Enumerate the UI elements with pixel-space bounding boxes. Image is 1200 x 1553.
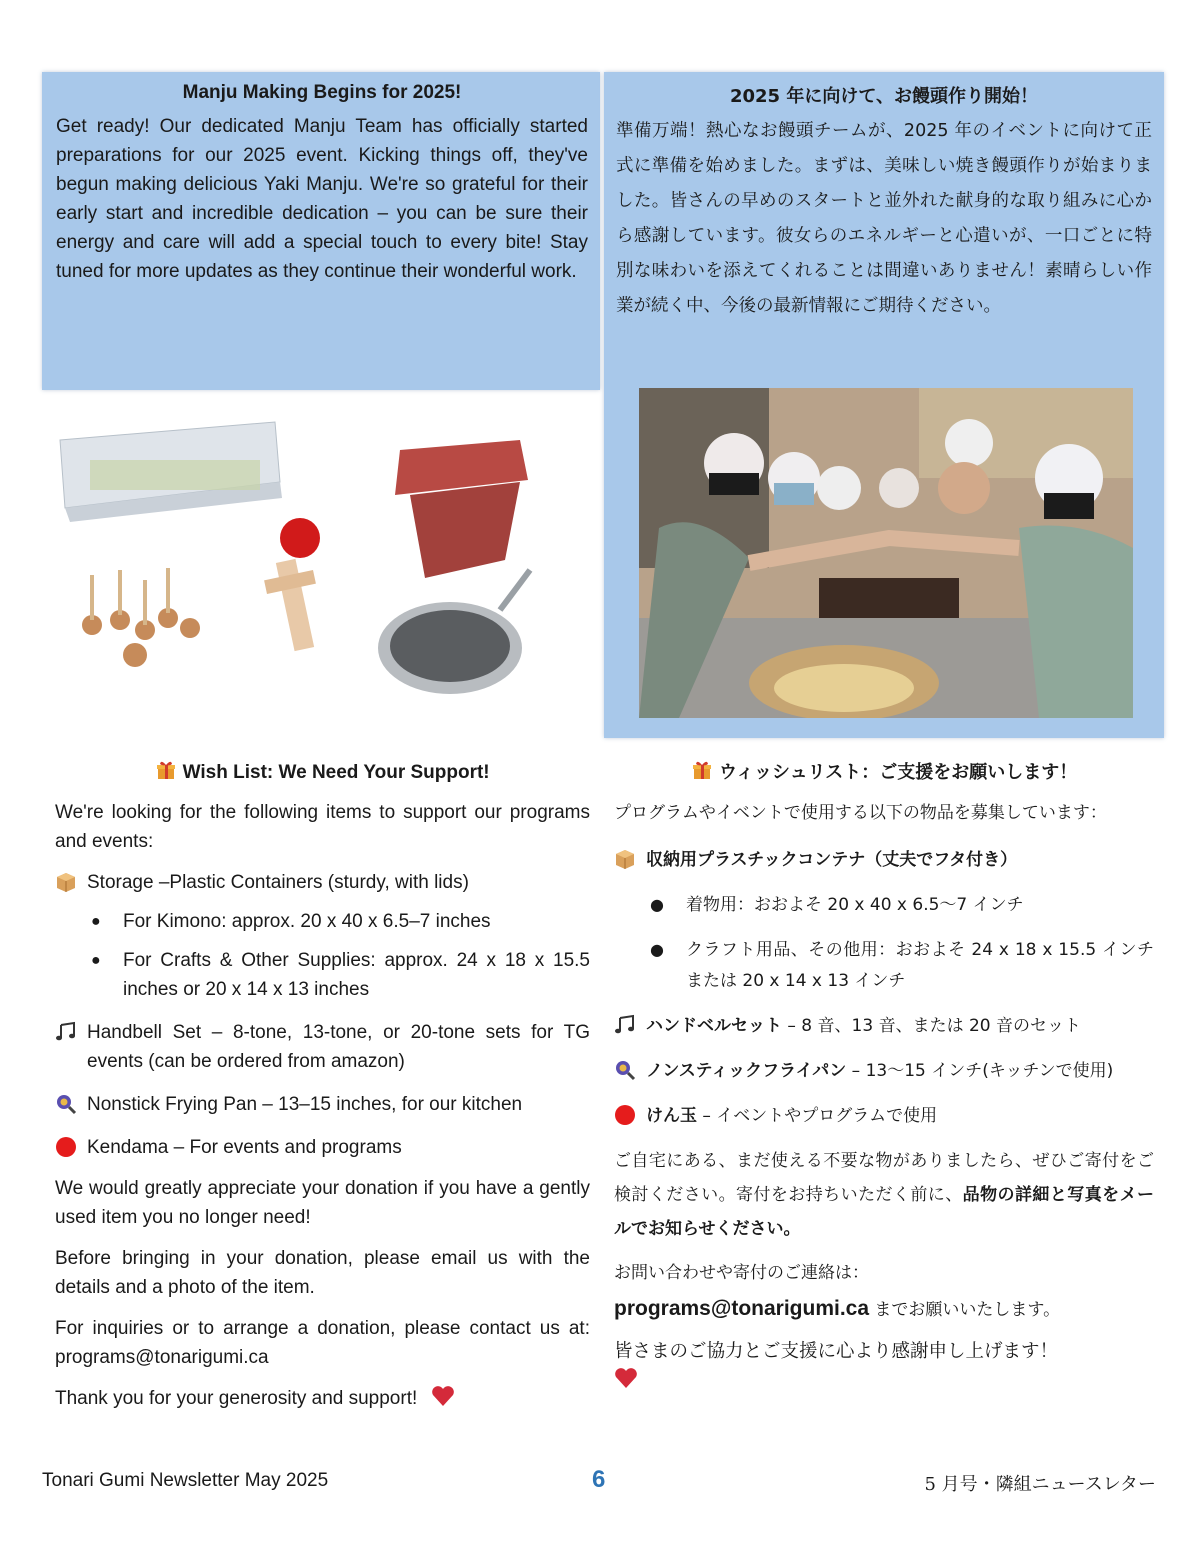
kendama-item-en	[55, 1133, 590, 1162]
storage-crafts-en: For Crafts & Other Supplies: approx. 24 x 18 x 15.5 inches or 20 x 14 x 13 inches	[123, 950, 590, 1000]
bullet-dot: ●	[650, 895, 664, 914]
storage-label-jp: 収納用プラスチックコンテナ（丈夫でフタ付き）	[646, 850, 1018, 870]
box-icon	[614, 848, 636, 870]
contact-note-en: For inquiries or to arrange a donation, please contact us at: programs@tonarigumi.ca	[55, 1318, 590, 1368]
wishlist-en-intro: We're looking for the following items to support our programs and events:	[55, 802, 590, 852]
storage-bin-image	[395, 440, 528, 578]
storage-kimono-en: For Kimono: approx. 20 x 40 x 6.5–7 inches	[123, 911, 491, 932]
contact-lead-jp: お問い合わせや寄付のご連絡は：	[614, 1263, 869, 1283]
manju-title-en: Manju Making Begins for 2025!	[182, 82, 462, 103]
donation-note-jp-text: ご自宅にある、まだ使える不要な物がありましたら、ぜひご寄付をご検討ください。寄付をお持ちいただく前に、	[614, 1151, 1154, 1205]
handbell-label-en: Handbell Set – 8-tone, 13-tone, or 20-tone sets for TG events (can be ordered from amazon)	[87, 1022, 590, 1072]
wishlist-jp-intro: プログラムやイベントで使用する以下の物品を募集しています：	[614, 803, 1107, 823]
pan-item-jp	[614, 1056, 1154, 1087]
footer-left: Tonari Gumi Newsletter May 2025	[42, 1470, 329, 1491]
bullet-dot: ●	[91, 913, 101, 930]
storage-bullet-en-1	[91, 907, 590, 936]
storage-bullet-jp-1	[650, 890, 1154, 921]
heart-icon	[614, 1367, 638, 1393]
manju-box-en	[42, 72, 600, 390]
storage-bullet-en-2	[91, 946, 590, 1004]
wishlist-jp-title: ウィッシュリスト：ご支援をお願いします！	[719, 762, 1078, 783]
storage-item-en	[55, 868, 590, 897]
gift-icon	[691, 759, 713, 781]
box-icon	[55, 871, 77, 893]
email-note-en: Before bringing in your donation, please email us with the details and a photo of the item.	[55, 1248, 590, 1298]
red-circle-icon	[614, 1104, 636, 1126]
kendama-item-jp	[614, 1101, 1154, 1132]
music-notes-icon	[55, 1021, 77, 1043]
thanks-jp: 皆さまのご協力とご支援に心より感謝申し上げます！	[614, 1341, 1059, 1362]
manju-team-photo	[639, 388, 1133, 718]
email-link[interactable]: programs@tonarigumi.ca	[614, 1297, 870, 1320]
pan-rest-jp: – 13～15 インチ(キッチンで使用)	[846, 1061, 1114, 1081]
wishlist-product-images	[50, 410, 550, 710]
handbell-rest-jp: – 8 音、13 音、または 20 音のセット	[782, 1016, 1082, 1036]
handbell-strong-jp: ハンドベルセット	[646, 1016, 782, 1036]
page-number: 6	[592, 1466, 606, 1493]
wishlist-en-title: Wish List: We Need Your Support!	[182, 762, 490, 783]
storage-label-en: Storage –Plastic Containers (sturdy, with lids)	[87, 872, 469, 893]
manju-body-en: Get ready! Our dedicated Manju Team has officially started preparations for our 2025 event. Kicking things off, they've begun making delicious Yaki Manju. We're so grateful for their early start and incredible dedication – you can be sure their energy and care will add a special touch to every bite! Stay tuned for more updates as they continue their wonderful work.	[56, 116, 588, 282]
handbell-item-en	[55, 1018, 590, 1076]
heart-icon	[431, 1385, 455, 1416]
music-notes-icon	[614, 1014, 636, 1036]
wishlist-jp-heading	[614, 756, 1154, 784]
frying-pan-image	[378, 570, 530, 694]
gift-icon	[155, 759, 177, 781]
storage-bullet-jp-2	[650, 935, 1154, 997]
donation-note-jp	[614, 1144, 1154, 1246]
kendama-strong-jp: けん玉	[646, 1106, 697, 1126]
handbells-image	[82, 568, 200, 667]
pan-strong-jp: ノンスティックフライパン	[646, 1061, 847, 1081]
contact-email-jp	[614, 1293, 1154, 1326]
donation-note-jp-strong: 品物の詳細と写真をメールでお知らせください。	[614, 1185, 1155, 1239]
manju-body-jp: 準備万端！熱心なお饅頭チームが、2025 年のイベントに向けて正式に準備を始めました。まずは、美味しい焼き饅頭作りが始まりました。皆さんの早めのスタートと並外れた献身的な取り組みに心から感謝しています。彼女らのエネルギーと心遣いが、一口ごとに特別な味わいを添えてくれることは間違いありません！素晴らしい作業が続く中、今後の最新情報にご期待ください。	[616, 121, 1152, 316]
frying-pan-icon	[55, 1093, 77, 1115]
thanks-en	[55, 1384, 590, 1416]
storage-kimono-jp: 着物用：おおよそ 20 x 40 x 6.5～7 インチ	[685, 895, 1024, 915]
kendama-label-en: Kendama – For events and programs	[87, 1137, 402, 1158]
manju-title-jp: 2025 年に向けて、お饅頭作り開始！	[729, 86, 1038, 107]
storage-crafts-jp: クラフト用品、その他用：おおよそ 24 x 18 x 15.5 インチ または 20 x 14 x 13 インチ	[685, 940, 1154, 991]
handbell-item-jp	[614, 1011, 1154, 1042]
plastic-container-image	[60, 422, 282, 522]
kendama-rest-jp: – イベントやプログラムで使用	[697, 1106, 938, 1126]
thanks-text-en: Thank you for your generosity and support!	[55, 1388, 418, 1409]
wishlist-jp-column	[614, 756, 1154, 1393]
wishlist-en-column	[55, 756, 590, 1428]
kendama-image	[264, 518, 320, 651]
contact-email-rest-jp: までお願いいたします。	[869, 1300, 1061, 1320]
bullet-dot: ●	[91, 952, 101, 969]
donation-note-en: We would greatly appreciate your donation if you have a gently used item you no longer need!	[55, 1178, 590, 1228]
red-circle-icon	[55, 1136, 77, 1158]
frying-pan-icon	[614, 1059, 636, 1081]
pan-label-en: Nonstick Frying Pan – 13–15 inches, for our kitchen	[87, 1094, 523, 1115]
footer-right: 5 月号・隣組ニュースレター	[924, 1474, 1156, 1495]
wishlist-en-heading	[55, 756, 590, 784]
bullet-dot: ●	[650, 940, 664, 959]
pan-item-en	[55, 1090, 590, 1119]
storage-item-jp	[614, 845, 1154, 876]
